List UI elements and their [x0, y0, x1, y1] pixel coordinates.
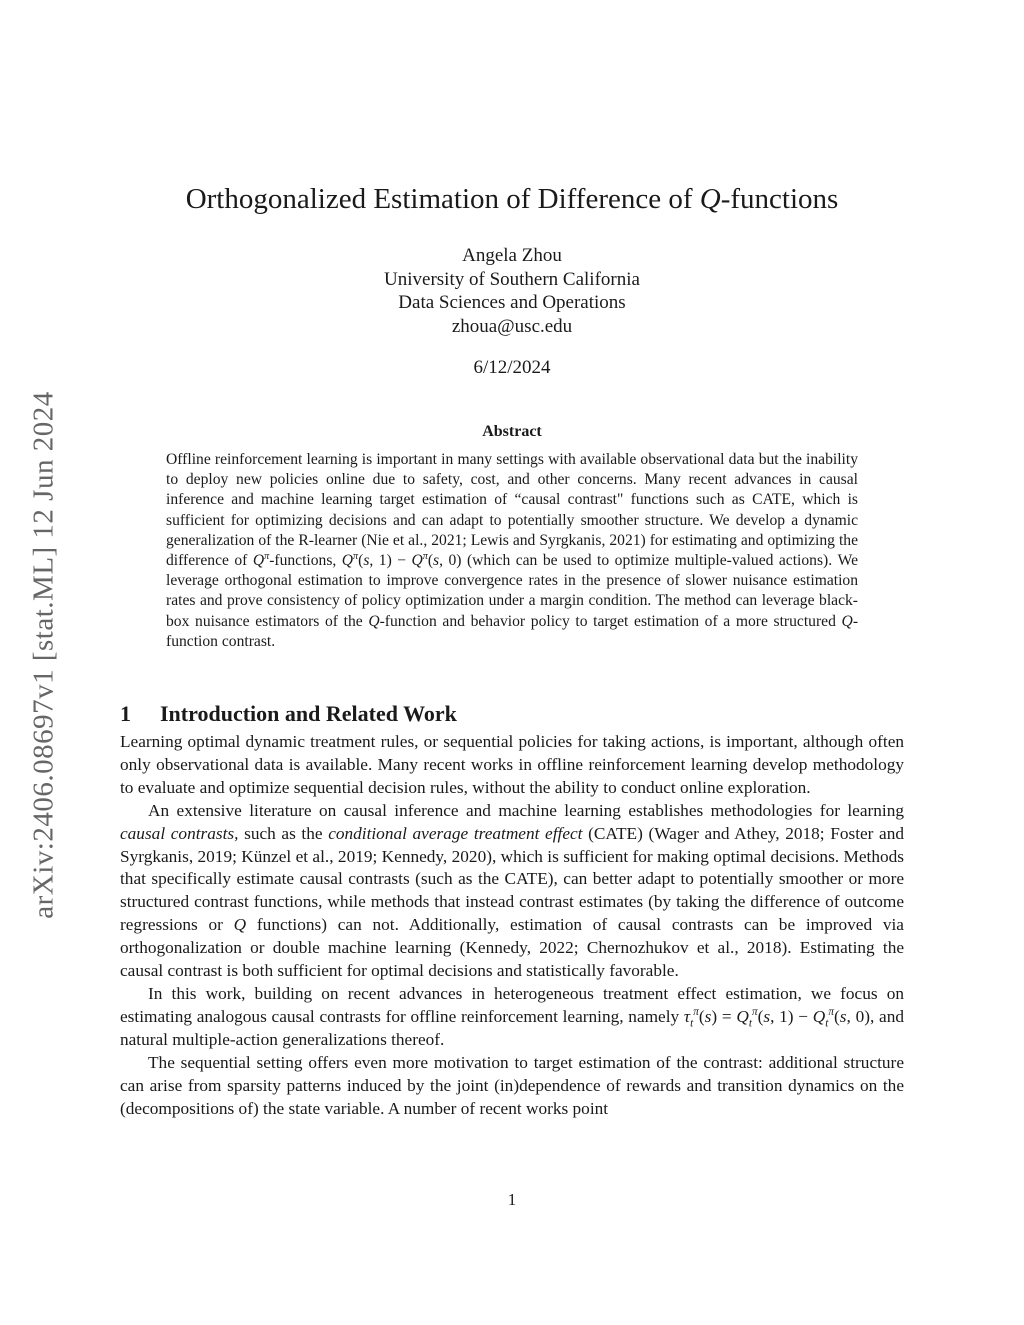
paragraph: In this work, building on recent advances in heterogeneous treatment effect estimation, we focus on estimating analogous causal contrasts for offline reinforcement learning, namely $\tau_t^\pi(s) = Q_t^\pi(s$, $1) - Q_t^\pi(s$, 0), and natural multiple-action generalizations thereof.	[120, 983, 904, 1049]
abstract-text: Offline reinforcement learning is important in many settings with available observational data but the inability to deploy new policies online due to safety, cost, and other concerns. Many recent advances in causal inference and machine learning target estimation of “causal contrast" functions such as CATE, which is sufficient for optimizing decisions and can adapt to potentially smoother structure. We develop a dynamic generalization of the R-learner (Nie et al., 2021; Lewis and Syrgkanis, 2021) for estimating and optimizing the difference of $Q^\pi$-functions, $Q^\pi(s$, $1) - Q^\pi(s$, 0) (which can be used to optimize multiple-valued actions). We leverage orthogonal estimation to improve convergence rates in the presence of slower nuisance estimation rates and prove consistency of policy optimization under a margin condition. The method can leverage black-box nuisance estimators of the Q-function and behavior policy to target estimation of a more structured Q-function contrast.	[166, 451, 859, 650]
paper-title: Orthogonalized Estimation of Difference of Q-functions	[185, 183, 839, 215]
author-department: Data Sciences and Operations	[398, 292, 626, 313]
page-number: 1	[507, 1190, 517, 1209]
author-name: Angela Zhou	[462, 245, 562, 266]
abstract-heading: Abstract	[482, 423, 542, 440]
section-heading	[120, 701, 904, 727]
paragraph: The sequential setting offers even more motivation to target estimation of the contrast: additional structure can arise from sparsity patterns induced by the joint (in)dependence of rewards and transition dynamics on the (decompositions of) the state variable. A number of recent works point	[120, 1052, 904, 1118]
paper-date: 6/12/2024	[473, 357, 551, 378]
arxiv-identifier: arXiv:2406.08697v1 [stat.ML] 12 Jun 2024	[27, 391, 60, 919]
author-affiliation: University of Southern California	[384, 268, 640, 290]
paragraph: An extensive literature on causal inference and machine learning establishes methodologies for learning causal contrasts, such as the conditional average treatment effect (CATE) (Wager and Athey, 2018; Foster and Syrgkanis, 2019; Künzel et al., 2019; Kennedy, 2020), which is sufficient for making optimal decisions. Methods that specifically estimate causal contrasts (such as the CATE), can better adapt to potentially smoother or more structured contrast functions, while methods that instead contrast estimates (by taking the difference of outcome regressions or Q functions) can not. Additionally, estimation of causal contrasts can be improved via orthogonalization or double machine learning (Kennedy, 2022; Chernozhukov et al., 2018). Estimating the causal contrast is both sufficient for optimal decisions and statistically favorable.	[120, 800, 905, 981]
body-text	[120, 731, 904, 1120]
paragraph: Learning optimal dynamic treatment rules, or sequential policies for taking actions, is important, although often only observational data is available. Many recent works in offline reinforcement learning develop methodology to evaluate and optimize sequential decision rules, without the ability to conduct online exploration.	[120, 732, 904, 797]
section-title: Introduction and Related Work	[160, 701, 457, 726]
section-number: 1	[120, 701, 131, 726]
author-block	[0, 244, 1024, 338]
author-email: zhoua@usc.edu	[451, 315, 573, 337]
